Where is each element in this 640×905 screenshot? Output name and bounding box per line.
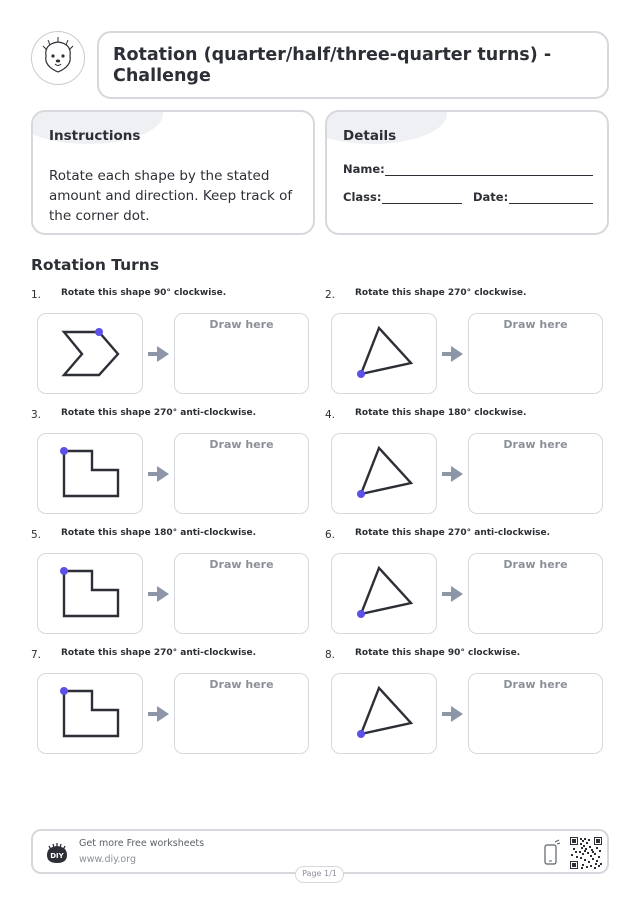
arrow-right-icon <box>148 345 170 363</box>
arrow-right-icon <box>148 705 170 723</box>
corner-dot <box>95 328 103 336</box>
draw-here-label: Draw here <box>209 438 274 451</box>
arrow-right-icon <box>442 705 464 723</box>
draw-area[interactable] <box>174 313 309 394</box>
draw-here-label: Draw here <box>503 318 568 331</box>
question-number: 1. <box>31 289 42 301</box>
question-number: 2. <box>325 289 336 301</box>
question-number: 7. <box>31 649 42 661</box>
corner-dot <box>357 370 365 378</box>
chevron-shape <box>64 332 118 375</box>
question-text: Rotate this shape 180° anti-clockwise. <box>61 528 257 538</box>
arrow-right-icon <box>442 465 464 483</box>
arrow-right-icon <box>442 585 464 603</box>
draw-here-label: Draw here <box>209 318 274 331</box>
phone-icon <box>541 838 561 868</box>
draw-area[interactable] <box>174 553 309 634</box>
draw-here-label: Draw here <box>209 678 274 691</box>
question-text: Rotate this shape 180° clockwise. <box>355 408 527 418</box>
date-label: Date: <box>473 190 509 204</box>
name-field[interactable] <box>385 175 593 176</box>
question-number: 8. <box>325 649 336 661</box>
title-card <box>97 31 609 99</box>
triangle-shape <box>361 688 411 734</box>
details-card <box>325 110 609 235</box>
shape-box <box>37 313 143 394</box>
footer-promo-text: Get more Free worksheets <box>79 838 205 849</box>
shape-box <box>331 313 437 394</box>
triangle-shape <box>361 448 411 494</box>
qr-code-icon[interactable] <box>570 837 602 869</box>
shape-box <box>331 433 437 514</box>
l-shape <box>64 451 118 496</box>
l-shape <box>64 571 118 616</box>
question-text: Rotate this shape 270° anti-clockwise. <box>61 408 257 418</box>
question-text: Rotate this shape 270° anti-clockwise. <box>61 648 257 658</box>
question-number: 5. <box>31 529 42 541</box>
arrow-right-icon <box>148 585 170 603</box>
class-label: Class: <box>343 190 382 204</box>
shape-box <box>37 433 143 514</box>
page-title: Rotation (quarter/half/three-quarter turns) - Challenge <box>113 45 552 86</box>
instructions-card <box>31 110 315 235</box>
draw-area[interactable] <box>468 313 603 394</box>
draw-here-label: Draw here <box>503 438 568 451</box>
draw-here-label: Draw here <box>503 678 568 691</box>
draw-area[interactable] <box>174 673 309 754</box>
arrow-right-icon <box>442 345 464 363</box>
instructions-heading: Instructions <box>49 128 141 144</box>
shape-box <box>331 553 437 634</box>
draw-area[interactable] <box>468 673 603 754</box>
question-number: 4. <box>325 409 336 421</box>
arrow-right-icon <box>148 465 170 483</box>
diy-logo-icon <box>44 841 70 867</box>
footer-url-link[interactable]: www.diy.org <box>79 854 136 865</box>
class-field[interactable] <box>382 203 462 204</box>
instructions-text: Rotate each shape by the stated amount and direction. Keep track of the corner dot. <box>49 168 293 224</box>
question-text: Rotate this shape 90° clockwise. <box>355 648 521 658</box>
page-number: Page 1/1 <box>295 866 344 883</box>
question-text: Rotate this shape 270° anti-clockwise. <box>355 528 551 538</box>
shape-box <box>37 553 143 634</box>
triangle-shape <box>361 568 411 614</box>
question-text: Rotate this shape 90° clockwise. <box>61 288 227 298</box>
draw-here-label: Draw here <box>209 558 274 571</box>
corner-dot <box>357 730 365 738</box>
name-label: Name: <box>343 162 385 176</box>
question-number: 3. <box>31 409 42 421</box>
svg-text:DIY: DIY <box>50 852 64 860</box>
draw-area[interactable] <box>468 553 603 634</box>
l-shape <box>64 691 118 736</box>
corner-dot <box>60 447 68 455</box>
corner-dot <box>357 490 365 498</box>
draw-area[interactable] <box>468 433 603 514</box>
shape-box <box>37 673 143 754</box>
draw-area[interactable] <box>174 433 309 514</box>
shape-box <box>331 673 437 754</box>
corner-dot <box>60 687 68 695</box>
mascot-icon <box>31 31 85 85</box>
corner-dot <box>357 610 365 618</box>
triangle-shape <box>361 328 411 374</box>
section-title: Rotation Turns <box>31 256 160 274</box>
corner-dot <box>60 567 68 575</box>
question-number: 6. <box>325 529 336 541</box>
draw-here-label: Draw here <box>503 558 568 571</box>
date-field[interactable] <box>509 203 593 204</box>
details-heading: Details <box>343 128 397 144</box>
question-text: Rotate this shape 270° clockwise. <box>355 288 527 298</box>
